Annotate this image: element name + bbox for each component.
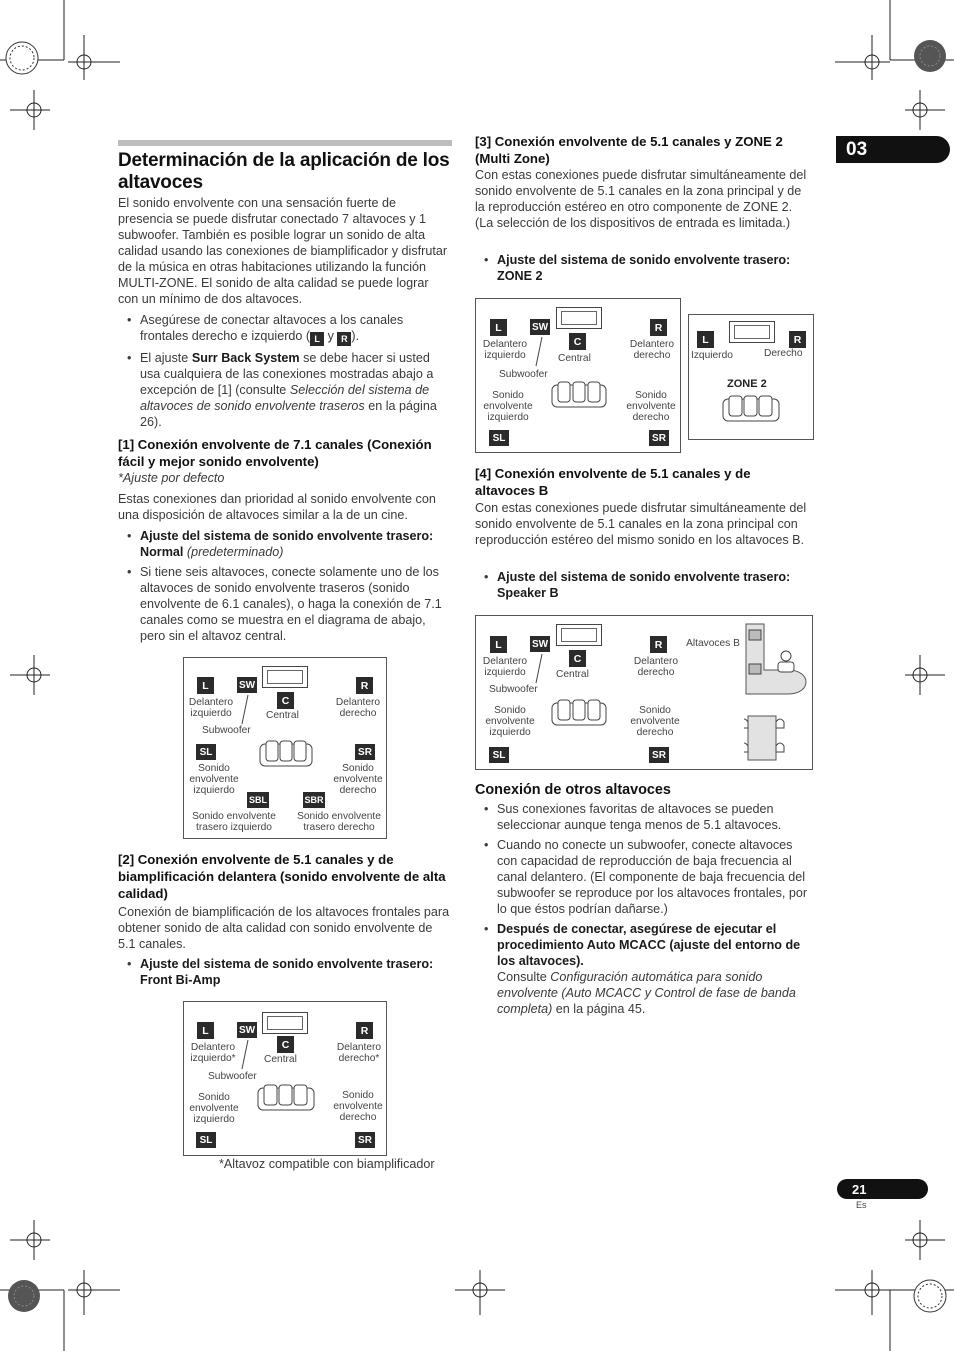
label-subwoofer: Subwoofer bbox=[489, 684, 538, 695]
label-surround-left: Sonido envolvente izquierdo bbox=[189, 1092, 239, 1125]
section-1-bullets bbox=[118, 528, 452, 648]
sofa-icon bbox=[259, 740, 313, 768]
page-number: 21 bbox=[852, 1181, 867, 1197]
list-item: • Sus conexiones favoritas de altavoces se pueden seleccionar aunque tenga menos de 5.1 altavoces. bbox=[475, 801, 810, 833]
chapter-number: 03 bbox=[846, 138, 868, 160]
sofa-icon bbox=[551, 381, 607, 409]
speaker-r: R bbox=[356, 1022, 373, 1039]
speaker-sl: SL bbox=[196, 744, 216, 760]
label-front-right: Delantero derecho bbox=[629, 339, 675, 361]
chapter-tab bbox=[836, 136, 950, 163]
language-code: Es bbox=[856, 1200, 867, 1210]
screen-icon bbox=[262, 1012, 308, 1034]
intro-bullets bbox=[118, 312, 452, 434]
section-1-title: [1] Conexión envolvente de 7.1 canales (Conexión fácil y mejor sonido envolvente) bbox=[118, 437, 432, 469]
sofa-icon bbox=[551, 699, 607, 727]
subwoofer-pointer bbox=[239, 1039, 251, 1071]
label-front-left: Delantero izquierdo bbox=[188, 697, 234, 719]
label-surround-back-right: Sonido envolvente trasero derecho bbox=[297, 811, 381, 833]
diagram-5-1-biamp bbox=[183, 1001, 387, 1156]
diagram-5-1-speaker-b bbox=[475, 615, 813, 770]
diagram-7-1-channel bbox=[183, 657, 387, 839]
label-surround-back-left: Sonido envolvente trasero izquierdo bbox=[192, 811, 276, 833]
zone2-label: ZONE 2 bbox=[727, 378, 767, 390]
speaker-l: L bbox=[697, 331, 714, 348]
label-surround-right: Sonido envolvente derecho bbox=[333, 763, 383, 796]
speaker-r: R bbox=[789, 331, 806, 348]
speaker-sl: SL bbox=[489, 747, 509, 763]
label-front-right: Delantero derecho bbox=[633, 656, 679, 678]
section-3-text: Con estas conexiones puede disfrutar simultáneamente del sonido envolvente de 5.1 canales en la zona principal y de la reproducción estéreo en otro componente de ZONE 2. (La selección de los dispositivos de entrada es limitada.) bbox=[475, 168, 807, 230]
label-center: Central bbox=[264, 1054, 297, 1065]
speaker-r: R bbox=[650, 319, 667, 336]
section-3-bullets bbox=[475, 252, 810, 288]
speaker-sw: SW bbox=[530, 319, 550, 335]
label-center: Central bbox=[558, 353, 591, 364]
section-1-text: Estas conexiones dan prioridad al sonido envolvente con una disposición de altavoces similar a la de un cine. bbox=[118, 492, 436, 522]
list-item: • Cuando no conecte un subwoofer, conecte altavoces con capacidad de reproducción de baja frecuencia al canal delantero. (El componente de baja frecuencia del subwoofer se reproduce por los altavoces frontales, por lo que éstos podrían dañarse.) bbox=[475, 837, 810, 917]
label-front-left-biamp: Delantero izquierdo* bbox=[190, 1042, 236, 1064]
speaker-r: R bbox=[650, 636, 667, 653]
speaker-c: C bbox=[277, 692, 294, 709]
speaker-sw: SW bbox=[530, 636, 550, 652]
label-surround-right: Sonido envolvente derecho bbox=[626, 390, 676, 423]
label-center: Central bbox=[556, 669, 589, 680]
label-surround-right: Sonido envolvente derecho bbox=[333, 1090, 383, 1123]
screen-icon bbox=[262, 666, 308, 688]
list-item: • Asegúrese de conectar altavoces a los canales frontales derecho e izquierdo ( L y R ). bbox=[118, 312, 452, 346]
speaker-c: C bbox=[277, 1036, 294, 1053]
label-surround-left: Sonido envolvente izquierdo bbox=[485, 705, 535, 738]
left-speaker-icon: L bbox=[310, 332, 324, 346]
speaker-r: R bbox=[356, 677, 373, 694]
speaker-l: L bbox=[490, 319, 507, 336]
speaker-sbr: SBR bbox=[303, 792, 325, 808]
subwoofer-pointer bbox=[239, 694, 251, 726]
list-item: • Ajuste del sistema de sonido envolvente trasero: Normal (predeterminado) bbox=[118, 528, 452, 560]
label-subwoofer: Subwoofer bbox=[499, 369, 548, 380]
section-4-title: [4] Conexión envolvente de 5.1 canales y de altavoces B bbox=[475, 466, 751, 498]
list-item: • Ajuste del sistema de sonido envolvente trasero: ZONE 2 bbox=[475, 252, 810, 284]
section-5-bullets bbox=[475, 801, 810, 1021]
speaker-sr: SR bbox=[649, 430, 669, 446]
speaker-sr: SR bbox=[649, 747, 669, 763]
list-item: • Ajuste del sistema de sonido envolvente trasero: Speaker B bbox=[475, 569, 810, 601]
screen-icon bbox=[556, 624, 602, 646]
section-2-bullets bbox=[118, 956, 452, 992]
label-surround-right: Sonido envolvente derecho bbox=[630, 705, 680, 738]
subwoofer-pointer bbox=[533, 653, 545, 685]
speaker-c: C bbox=[569, 333, 586, 350]
right-speaker-icon: R bbox=[337, 332, 351, 346]
screen-icon bbox=[556, 307, 602, 329]
speaker-sl: SL bbox=[489, 430, 509, 446]
intro-paragraph: El sonido envolvente con una sensación fuerte de presencia se puede disfrutar conectado 7 altavoces y 1 subwoofer. También es posible lograr un sonido de alta calidad usando las conexiones de biamplificador y disfrutar de la música en otras habitaciones utilizando la función MULTI-ZONE. El sonido de alta calidad se puede lograr con un mínimo de dos altavoces. bbox=[118, 196, 448, 306]
page-number-badge bbox=[837, 1179, 928, 1199]
label-subwoofer: Subwoofer bbox=[202, 725, 251, 736]
section-4-bullets bbox=[475, 569, 810, 605]
speaker-sr: SR bbox=[355, 744, 375, 760]
subwoofer-pointer bbox=[533, 336, 545, 368]
speaker-sbl: SBL bbox=[247, 792, 269, 808]
section-2-text: Conexión de biamplificación de los altavoces frontales para obtener sonido de alta calidad con sonido envolvente de 5.1 canales. bbox=[118, 905, 450, 951]
speaker-sw: SW bbox=[237, 1022, 257, 1038]
list-item: • Si tiene seis altavoces, conecte solamente uno de los altavoces de sonido envolvente traseros (sonido envolvente de 6.1 canales), o haga la conexión de 7.1 canales como se muestra en el diagrama de abajo, pero sin el altavoz central. bbox=[118, 564, 452, 644]
list-item: • Ajuste del sistema de sonido envolvente trasero: Front Bi-Amp bbox=[118, 956, 452, 988]
label-front-left: Delantero izquierdo bbox=[482, 339, 528, 361]
section-5-title: Conexión de otros altavoces bbox=[475, 782, 671, 798]
speaker-sr: SR bbox=[355, 1132, 375, 1148]
label-front-left: Delantero izquierdo bbox=[482, 656, 528, 678]
speaker-l: L bbox=[197, 677, 214, 694]
label-subwoofer: Subwoofer bbox=[208, 1071, 257, 1082]
label-surround-left: Sonido envolvente izquierdo bbox=[483, 390, 533, 423]
label-center: Central bbox=[266, 710, 299, 721]
list-item: • El ajuste Surr Back System se debe hacer si usted usa cualquiera de las conexiones mostradas abajo a excepción de [1] (consulte Selección del sistema de altavoces de sonido envolvente traseros en la página 26). bbox=[118, 350, 452, 430]
page-title: Determinación de la aplicación de los altavoces bbox=[118, 150, 450, 193]
section-rule bbox=[118, 140, 452, 146]
label-front-right: Delantero derecho bbox=[335, 697, 381, 719]
diagram-5-1-zone2-main bbox=[475, 298, 681, 453]
label-surround-left: Sonido envolvente izquierdo bbox=[189, 763, 239, 796]
speaker-l: L bbox=[197, 1022, 214, 1039]
label-right: Derecho bbox=[764, 348, 803, 359]
diagram-zone2-room bbox=[688, 314, 814, 440]
list-item: • Después de conectar, asegúrese de ejecutar el procedimiento Auto MCACC (ajuste del entorno de los altavoces). Consulte Configuración automática para sonido envolvente (Auto MCACC y Control de fase de banda completa) en la página 45. bbox=[475, 921, 810, 1017]
room-b-illustration bbox=[744, 622, 810, 764]
speaker-sw: SW bbox=[237, 677, 257, 693]
section-3-title: [3] Conexión envolvente de 5.1 canales y ZONE 2 (Multi Zone) bbox=[475, 134, 783, 166]
label-left: Izquierdo bbox=[691, 350, 733, 361]
section-2-title: [2] Conexión envolvente de 5.1 canales y de biamplificación delantera (sonido envolvente de alta calidad) bbox=[118, 852, 446, 901]
speaker-sl: SL bbox=[196, 1132, 216, 1148]
label-front-right-biamp: Delantero derecho* bbox=[336, 1042, 382, 1064]
section-1-default-note: *Ajuste por defecto bbox=[118, 471, 225, 485]
biamp-footnote: *Altavoz compatible con biamplificador bbox=[219, 1157, 435, 1171]
label-speakers-b: Altavoces B bbox=[686, 638, 740, 649]
speaker-c: C bbox=[569, 650, 586, 667]
section-4-text: Con estas conexiones puede disfrutar simultáneamente del sonido envolvente de 5.1 canales en la zona principal con reproducción estéreo del mismo sonido en los altavoces B. bbox=[475, 501, 807, 547]
speaker-l: L bbox=[490, 636, 507, 653]
sofa-icon bbox=[722, 395, 780, 423]
screen-icon bbox=[729, 321, 775, 343]
sofa-icon bbox=[257, 1084, 315, 1112]
